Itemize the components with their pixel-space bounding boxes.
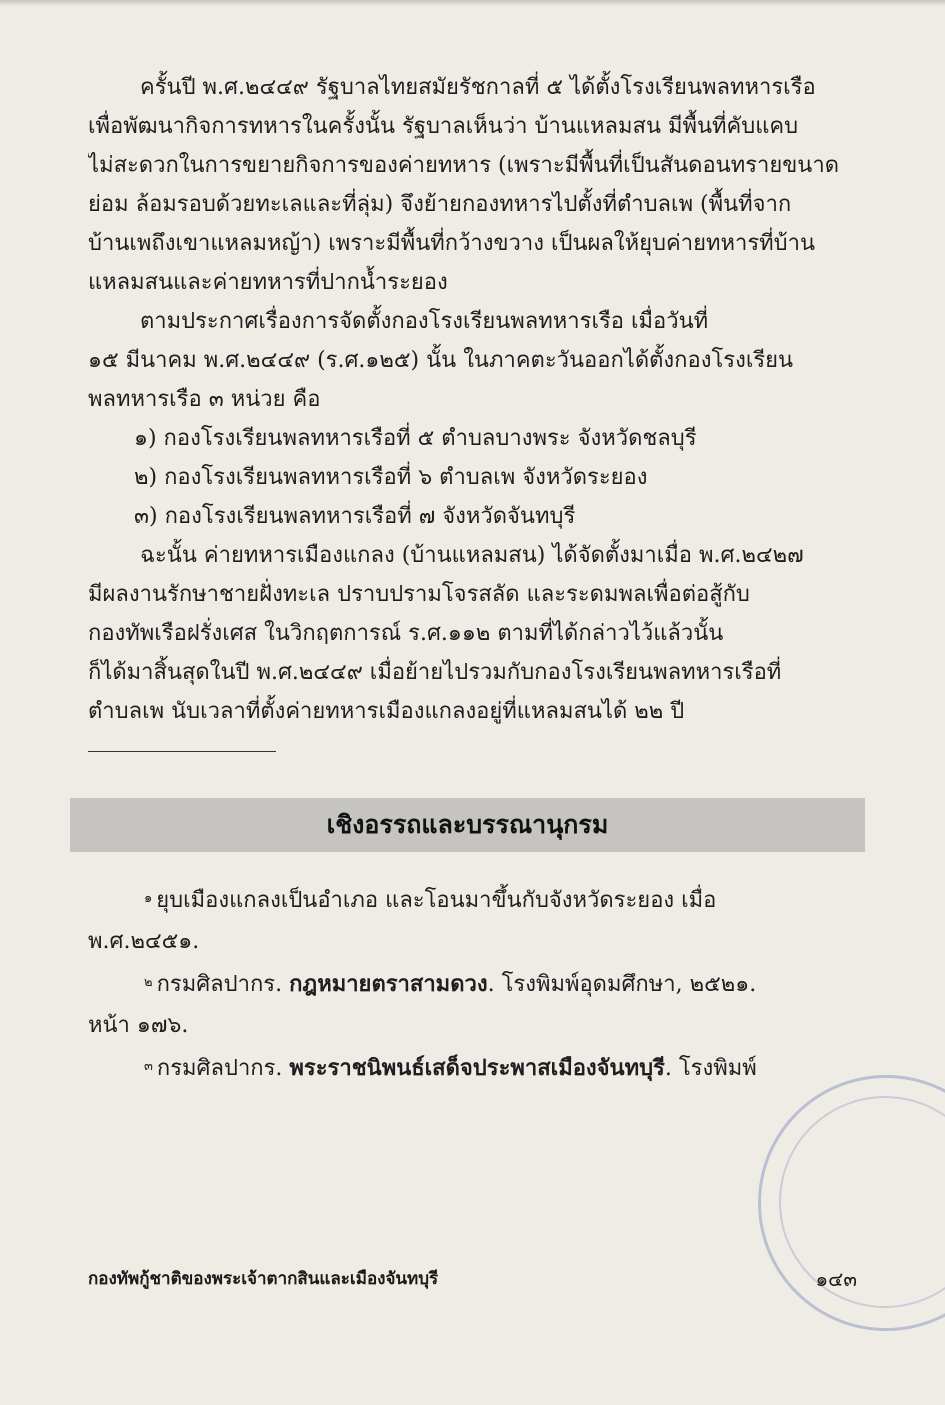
footnote-divider: [88, 751, 276, 752]
list-item: ๓) กองโรงเรียนพลทหารเรือที่ ๗ จังหวัดจันทบุรี: [134, 504, 576, 529]
paragraph-2-line-3: พลทหารเรือ ๓ หน่วย คือ: [88, 387, 321, 412]
paragraph-1-line-3: ไม่สะดวกในการขยายกิจการของค่ายทหาร (เพราะมีพื้นที่เป็นสันดอนทรายขนาด: [88, 153, 839, 178]
footnote-1: [88, 880, 848, 962]
running-footer-title: กองทัพกู้ชาติของพระเจ้าตากสินและเมืองจันทบุรี: [88, 1269, 439, 1289]
footnote-3-author: กรมศิลปากร.: [156, 1056, 290, 1081]
page-content: [88, 68, 848, 1091]
library-stamp-inner-ring: [779, 1096, 945, 1308]
paragraph-3-line-3: กองทัพเรือฝรั่งเศส ในวิกฤตการณ์ ร.ศ.๑๑๒ ตามที่ได้กล่าวไว้แล้วนั้น: [88, 621, 724, 646]
footnote-1-continuation: พ.ศ.๒๔๕๑.: [88, 929, 200, 954]
footnote-2: [88, 964, 848, 1046]
paragraph-3-line-2: มีผลงานรักษาชายฝั่งทะเล ปราบปรามโจรสลัด และระดมพลเพื่อต่อสู้กับ: [88, 582, 750, 607]
footnote-2-title: กฎหมายตราสามดวง: [289, 971, 488, 997]
paragraph-3-line-1: ฉะนั้น ค่ายทหารเมืองแกลง (บ้านแหลมสน) ได้จัดตั้งมาเมื่อ พ.ศ.๒๔๒๗: [140, 543, 804, 568]
paragraph-3-line-5: ตำบลเพ นับเวลาที่ตั้งค่ายทหารเมืองแกลงอยู่ที่แหลมสนได้ ๒๒ ปี: [88, 699, 685, 724]
footnote-mark: ๑: [144, 891, 153, 906]
school-list: [88, 419, 848, 536]
paragraph-2: [88, 302, 848, 419]
footnotes: [88, 880, 848, 1089]
paragraph-3-line-4: ก็ได้มาสิ้นสุดในปี พ.ศ.๒๔๔๙ เมื่อย้ายไปรวมกับกองโรงเรียนพลทหารเรือที่: [88, 660, 782, 685]
list-item: ๑) กองโรงเรียนพลทหารเรือที่ ๕ ตำบลบางพระ จังหวัดชลบุรี: [134, 426, 697, 451]
footnote-3-publisher: . โรงพิมพ์: [664, 1056, 757, 1081]
paragraph-1-line-2: เพื่อพัฒนากิจการทหารในครั้งนั้น รัฐบาลเห็นว่า บ้านแหลมสน มีพื้นที่คับแคบ: [88, 114, 799, 139]
paragraph-2-line-2: ๑๕ มีนาคม พ.ศ.๒๔๔๙ (ร.ศ.๑๒๕) นั้น ในภาคตะวันออกได้ตั้งกองโรงเรียน: [88, 348, 794, 373]
paragraph-1-line-1: ครั้นปี พ.ศ.๒๔๔๙ รัฐบาลไทยสมัยรัชกาลที่ ๕ ได้ตั้งโรงเรียนพลทหารเรือ: [140, 75, 816, 100]
page-number: ๑๔๓: [815, 1267, 857, 1291]
list-item: ๒) กองโรงเรียนพลทหารเรือที่ ๖ ตำบลเพ จังหวัดระยอง: [134, 465, 648, 490]
footnote-2-publisher: . โรงพิมพ์อุดมศึกษา, ๒๕๒๑.: [487, 972, 757, 997]
footnote-mark: ๒: [144, 975, 153, 990]
footnote-1-text: ยุบเมืองแกลงเป็นอำเภอ และโอนมาขึ้นกับจังหวัดระยอง เมื่อ: [156, 888, 717, 913]
paragraph-3: [88, 536, 848, 731]
footnote-2-continuation: หน้า ๑๗๖.: [88, 1013, 189, 1038]
footnote-3: [88, 1048, 848, 1089]
footnote-2-author: กรมศิลปากร.: [156, 972, 290, 997]
paragraph-1-line-5: บ้านเพถึงเขาแหลมหญ้า) เพราะมีพื้นที่กว้างขวาง เป็นผลให้ยุบค่ายทหารที่บ้าน: [88, 231, 815, 256]
section-heading: เชิงอรรถและบรรณานุกรม: [70, 798, 865, 852]
paragraph-1-line-4: ย่อม ล้อมรอบด้วยทะเลและที่ลุ่ม) จึงย้ายกองทหารไปตั้งที่ตำบลเพ (พื้นที่จาก: [88, 192, 792, 217]
footnote-mark: ๓: [144, 1059, 153, 1074]
paragraph-1: [88, 68, 848, 302]
page-edge-shadow: [0, 0, 945, 6]
paragraph-2-line-1: ตามประกาศเรื่องการจัดตั้งกองโรงเรียนพลทหารเรือ เมื่อวันที่: [140, 309, 709, 334]
footnote-3-title: พระราชนิพนธ์เสด็จประพาสเมืองจันทบุรี: [289, 1055, 665, 1081]
paragraph-1-line-6: แหลมสนและค่ายทหารที่ปากน้ำระยอง: [88, 270, 448, 295]
